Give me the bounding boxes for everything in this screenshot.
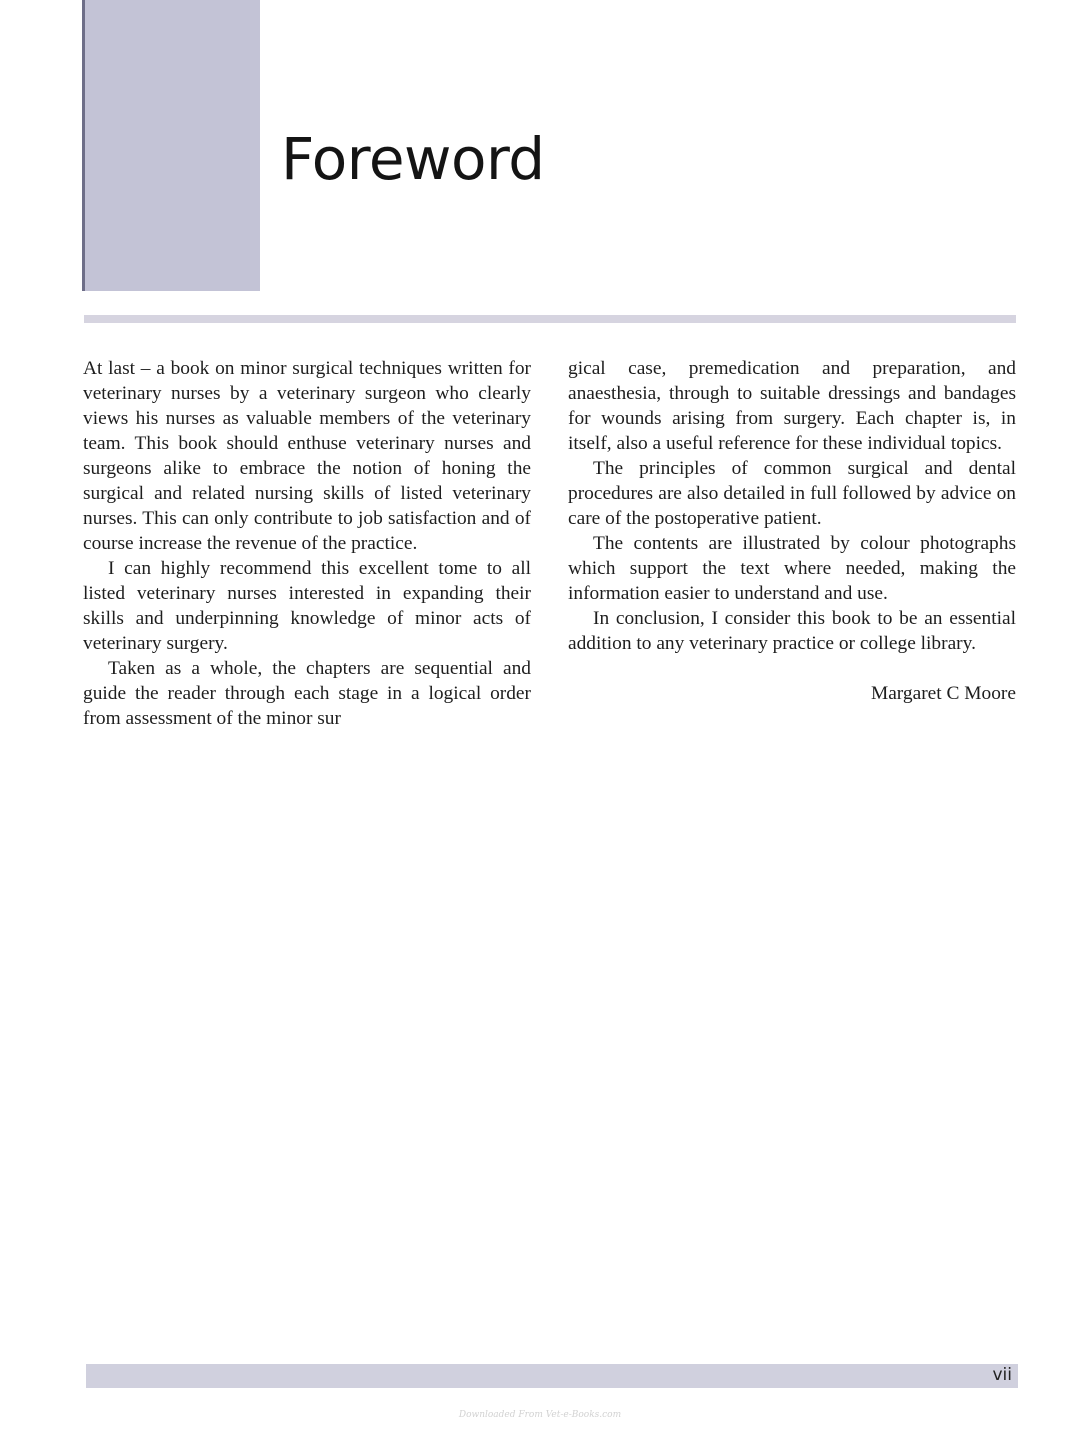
header-color-block	[82, 0, 260, 291]
download-watermark: Downloaded From Vet-e-Books.com	[458, 1410, 622, 1420]
right-column	[568, 356, 1016, 706]
paragraph-chapters-continued: gical case, premedication and preparation, and anaesthesia, through to suitable dressings and bandages for wounds arising from surgery. Each chapter is, in itself, also a useful reference for these individual topics.	[568, 358, 1016, 454]
page-title: Foreword	[281, 125, 545, 193]
page-number: vii	[992, 1365, 1012, 1385]
author-signature: Margaret C Moore	[870, 683, 1016, 704]
paragraph-principles: The principles of common surgical and dental procedures are also detailed in full followed by advice on care of the postoperative patient.	[568, 458, 1016, 529]
left-column	[83, 356, 531, 731]
paragraph-conclusion: In conclusion, I consider this book to be an essential addition to any veterinary practice or college library.	[568, 608, 1016, 654]
header-divider	[84, 315, 1016, 323]
paragraph-chapters: Taken as a whole, the chapters are sequential and guide the reader through each stage in a logical order from assessment of the minor sur	[83, 658, 531, 729]
paragraph-illustrations: The contents are illustrated by colour photographs which support the text where needed, making the information easier to understand and use.	[568, 533, 1016, 604]
paragraph-recommendation: I can highly recommend this excellent tome to all listed veterinary nurses interested in expanding their skills and underpinning knowledge of minor acts of veterinary surgery.	[83, 558, 531, 654]
footer-bar	[86, 1364, 1018, 1388]
paragraph-intro: At last – a book on minor surgical techniques written for veterinary nurses by a veterinary surgeon who clearly views his nurses as valuable members of the veterinary team. This book should enthuse veterinary nurses and surgeons alike to embrace the notion of honing the surgical and related nursing skills of listed veterinary nurses. This can only contribute to job satisfaction and of course increase the revenue of the practice.	[83, 358, 531, 554]
